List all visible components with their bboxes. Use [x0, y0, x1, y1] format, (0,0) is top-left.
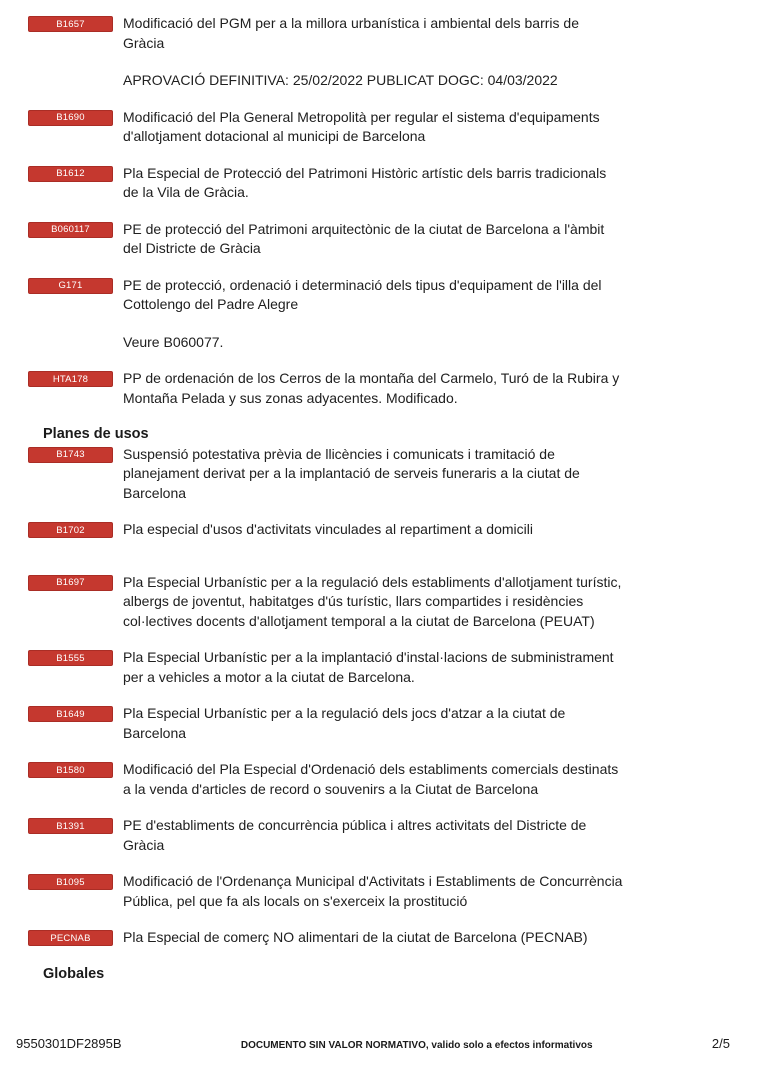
entry-text — [123, 760, 623, 799]
plan-entry — [0, 220, 764, 259]
plan-entry — [0, 14, 764, 91]
entry-code-badge[interactable]: B1649 — [28, 706, 113, 722]
plan-entry — [0, 872, 764, 911]
plan-section — [0, 425, 764, 948]
plan-entry — [0, 108, 764, 147]
entry-code-badge[interactable]: B1580 — [28, 762, 113, 778]
entry-text — [123, 520, 623, 540]
document-id: 9550301DF2895B — [16, 1036, 122, 1051]
entry-text — [123, 445, 623, 504]
entry-paragraph: Suspensió potestativa prèvia de llicències i comunicats i tramitació de planejament derivat per a la implantació de serveis funeraris a la ciutat de Barcelona — [123, 445, 580, 501]
entry-code-badge[interactable]: G171 — [28, 278, 113, 294]
entry-text — [123, 164, 623, 203]
entry-code-badge[interactable]: B1697 — [28, 575, 113, 591]
entry-paragraph: Modificació del Pla General Metropolità per regular el sistema d'equipaments d'allotjament dotacional al municipi de Barcelona — [123, 108, 600, 144]
plan-entry — [0, 445, 764, 504]
section-entries — [0, 14, 764, 408]
plan-entry — [0, 164, 764, 203]
entry-code-badge[interactable]: PECNAB — [28, 930, 113, 946]
entry-paragraph: Veure B060077. — [123, 333, 224, 350]
footer-notice: DOCUMENTO SIN VALOR NORMATIVO, valido solo a efectos informativos — [240, 1040, 593, 1051]
plan-entry — [0, 648, 764, 687]
entry-code-badge[interactable]: B1702 — [28, 522, 113, 538]
entry-paragraph: PE de protecció, ordenació i determinació dels tipus d'equipament de l'illa del Cottolengo del Padre Alegre — [123, 276, 602, 312]
entry-paragraph: Pla Especial de Protecció del Patrimoni Històric artístic dels barris tradicionals de la Vila de Gràcia. — [123, 164, 607, 200]
entry-text — [123, 108, 623, 147]
entry-code-badge[interactable]: HTA178 — [28, 371, 113, 387]
entry-code-badge[interactable]: B1743 — [28, 447, 113, 463]
entry-paragraph: Pla Especial Urbanístic per a la implantació d'instal·lacions de subministrament per a vehicles a motor a la ciutat de Barcelona. — [123, 649, 614, 685]
entry-text — [123, 928, 623, 948]
entry-code-badge[interactable]: B1391 — [28, 818, 113, 834]
plan-entry — [0, 276, 764, 353]
plan-entry — [0, 369, 764, 408]
page-footer — [16, 1036, 730, 1051]
entry-paragraph: PE de protecció del Patrimoni arquitectònic de la ciutat de Barcelona a l'àmbit del Districte de Gràcia — [123, 220, 605, 256]
entry-text — [123, 872, 623, 911]
plan-section — [0, 14, 764, 408]
entry-text — [123, 648, 623, 687]
entry-text — [123, 816, 623, 855]
entry-text — [123, 369, 623, 408]
plan-entry — [0, 928, 764, 948]
entry-paragraph: Pla Especial Urbanístic per a la regulació dels establiments d'allotjament turístic, albergs de joventut, habitatges d'ús turístic, llars compartides i residències col·lectives docents d'allotjament temporal a la ciutat de Barcelona (PEUAT) — [123, 573, 622, 629]
plan-entry — [0, 573, 764, 632]
entry-text — [123, 14, 623, 91]
plan-entry — [0, 704, 764, 743]
entry-code-badge[interactable]: B1657 — [28, 16, 113, 32]
entry-paragraph: PP de ordenación de los Cerros de la montaña del Carmelo, Turó de la Rubira y Montaña Pelada y sus zonas adyacentes. Modificado. — [123, 370, 620, 406]
entry-paragraph: Modificació del PGM per a la millora urbanística i ambiental dels barris de Gràcia — [123, 15, 579, 51]
entry-paragraph: Pla Especial Urbanístic per a la regulació dels jocs d'atzar a la ciutat de Barcelona — [123, 705, 566, 741]
plan-entry — [0, 760, 764, 799]
entry-code-badge[interactable]: B1612 — [28, 166, 113, 182]
entry-paragraph: APROVACIÓ DEFINITIVA: 25/02/2022 PUBLICAT DOGC: 04/03/2022 — [123, 72, 558, 88]
page-indicator: 2/5 — [711, 1036, 730, 1051]
plan-entry — [0, 520, 764, 540]
plan-entry — [0, 816, 764, 855]
entry-paragraph: Modificació de l'Ordenança Municipal d'Activitats i Establiments de Concurrència Pública, pel que fa als locals on s'exerceix la prostitució — [123, 873, 623, 909]
entry-code-badge[interactable]: B1095 — [28, 874, 113, 890]
section-entries — [0, 445, 764, 948]
section-heading: Globales — [43, 965, 105, 982]
plan-section — [0, 965, 764, 985]
entry-code-badge[interactable]: B060117 — [28, 222, 113, 238]
entry-paragraph: PE d'establiments de concurrència pública i altres activitats del Districte de Gràcia — [123, 817, 587, 853]
section-heading: Planes de usos — [43, 426, 149, 442]
entry-paragraph: Pla especial d'usos d'activitats vinculades al repartiment a domicili — [123, 521, 533, 537]
entry-code-badge[interactable]: B1555 — [28, 650, 113, 666]
entry-text — [123, 704, 623, 743]
entry-code-badge[interactable]: B1690 — [28, 110, 113, 126]
entry-text — [123, 573, 623, 632]
entry-paragraph: Modificació del Pla Especial d'Ordenació dels establiments comercials destinats a la venda d'articles de record o souvenirs a la Ciutat de Barcelona — [123, 761, 619, 797]
entry-text — [123, 276, 623, 353]
entry-text — [123, 220, 623, 259]
entry-paragraph: Pla Especial de comerç NO alimentari de la ciutat de Barcelona (PECNAB) — [123, 929, 588, 945]
